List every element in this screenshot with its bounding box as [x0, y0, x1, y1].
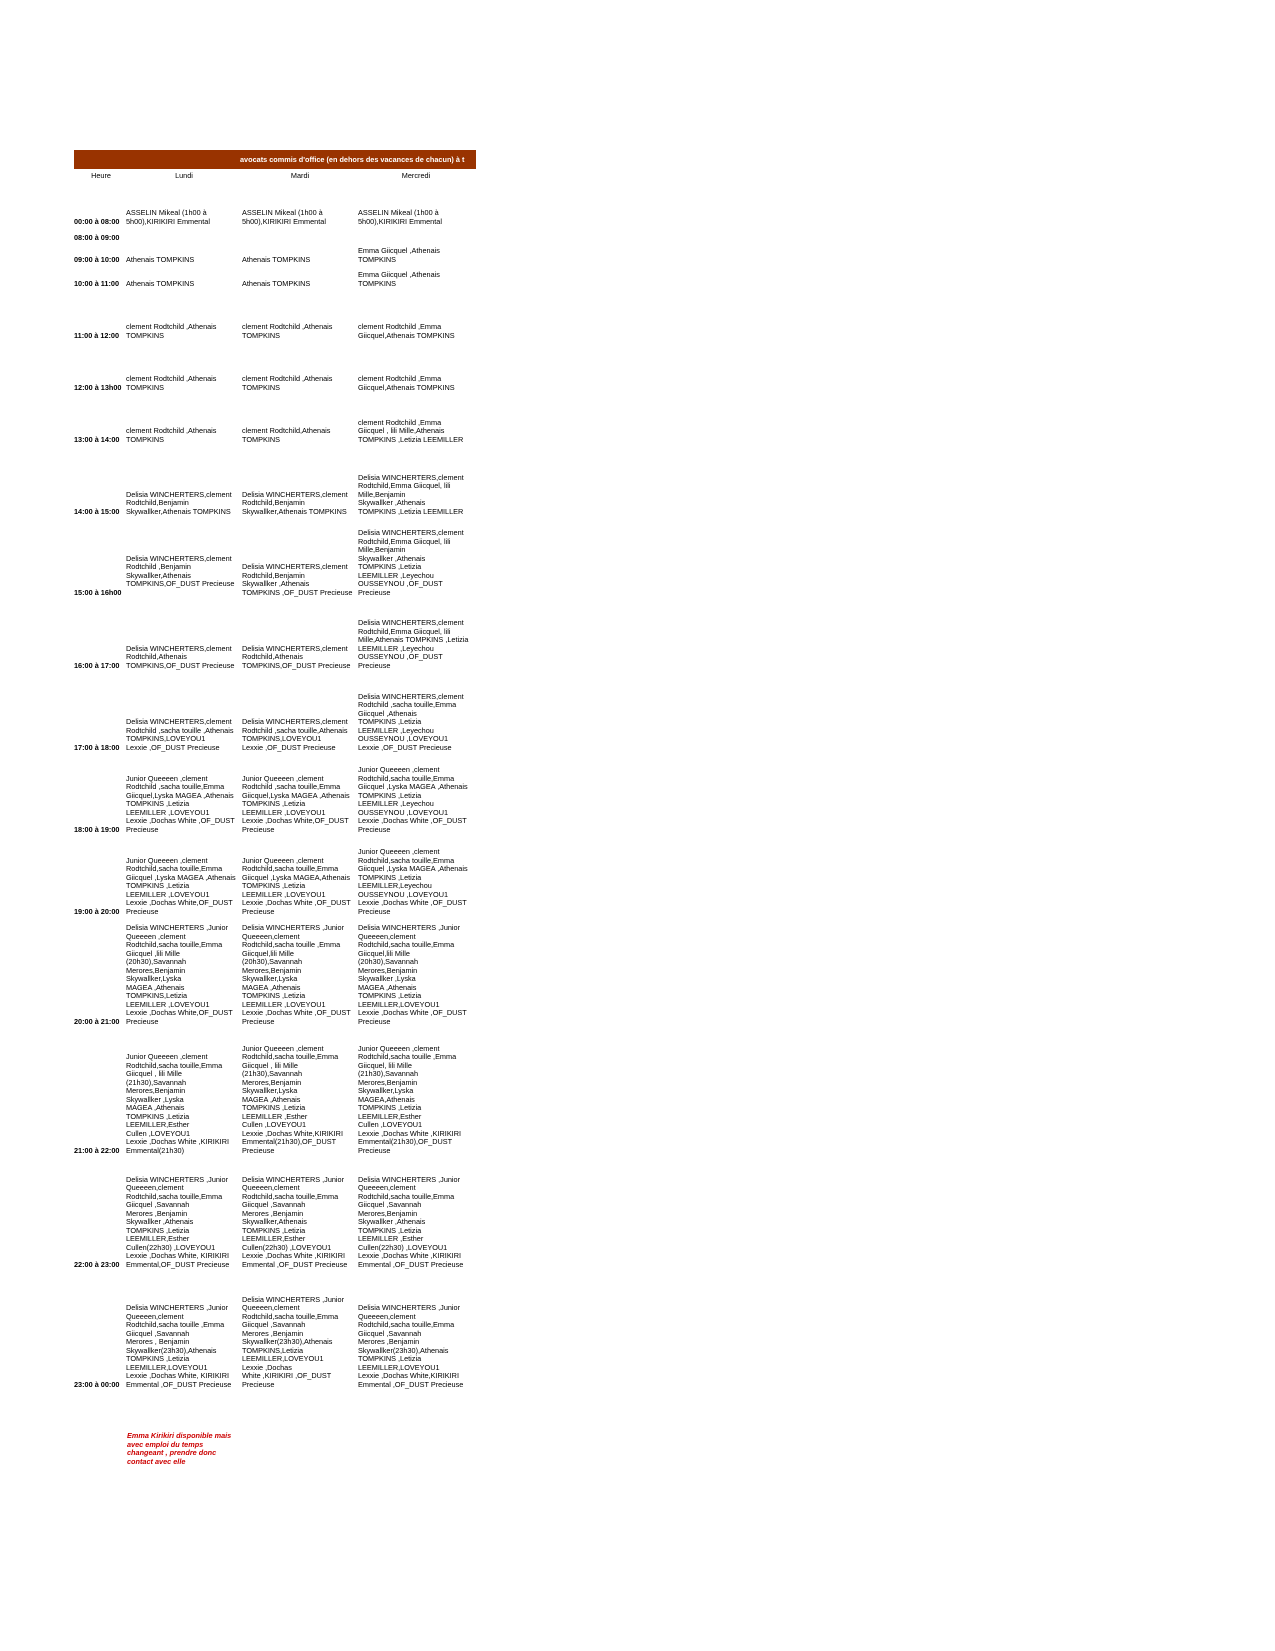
lundi-cell: Athenais TOMPKINS — [126, 254, 195, 264]
schedule-row — [74, 242, 476, 264]
lundi-cell: clement Rodtchild ,Athenais TOMPKINS — [126, 322, 217, 340]
mardi-cell: clement Rodtchild,Athenais TOMPKINS — [242, 426, 331, 444]
mardi-cell: Athenais TOMPKINS — [242, 254, 311, 264]
schedule-row — [74, 516, 476, 597]
lundi-cell: Athenais TOMPKINS — [126, 278, 195, 288]
mardi-cell: Delisia WINCHERTERS ,Junior Queeeen,clement Rodtchild,sacha touille,Emma Giicquel ,Savannah Merores ,Benjamin Skywallker(23h30),Athenais TOMPKINS,Letizia LEEMILLER,LOVEYOU1 Lexxie ,Dochas White ,KIRIKIRI ,OF_DUST Precieuse — [242, 1294, 345, 1389]
schedule-row — [74, 1026, 476, 1155]
time-slot: 08:00 à 09:00 — [74, 233, 120, 242]
schedule-row — [74, 392, 476, 444]
mercredi-cell: Delisia WINCHERTERS,clement Rodtchild,Emma Giicquel, lili Mille,Athenais TOMPKINS ,Letizia LEEMILLER ,Leyechou OUSSEYNOU ,OF_DUST Precieuse — [358, 618, 469, 670]
time-slot: 13:00 à 14:00 — [74, 435, 120, 444]
time-slot: 00:00 à 08:00 — [74, 217, 120, 226]
time-slot: 22:00 à 23:00 — [74, 1260, 120, 1269]
header-lundi: Lundi — [175, 171, 193, 180]
time-slot: 17:00 à 18:00 — [74, 743, 120, 752]
mercredi-cell: ASSELIN Mikeal (1h00 à 5h00),KIRIKIRI Emmental — [358, 208, 442, 226]
lundi-cell: Delisia WINCHERTERS,clement Rodtchild ,sacha touille ,Athenais TOMPKINS,LOVEYOU1 Lexxie ,OF_DUST Precieuse — [126, 717, 234, 752]
mardi-cell: Junior Queeeen ,clement Rodtchild,sacha touille,Emma Giicquel ,Lyska MAGEA,Athenais TOMPKINS ,Letizia LEEMILLER ,LOVEYOU1 Lexxie ,Dochas White ,OF_DUST Precieuse — [242, 855, 351, 916]
schedule-row — [74, 834, 476, 916]
lundi-cell: Delisia WINCHERTERS,clement Rodtchild ,Benjamin Skywallker,Athenais TOMPKINS,OF_DUST Precieuse — [126, 553, 235, 588]
mercredi-cell: clement Rodtchild ,Emma Giicquel , lili Mille,Athenais TOMPKINS ,Letizia LEEMILLER — [358, 417, 464, 444]
mercredi-cell: Delisia WINCHERTERS ,Junior Queeeen,clement Rodtchild,sacha touille,Emma Giicquel ,Savannah Merores ,Benjamin Skywallker(23h30),Athenais TOMPKINS ,Letizia LEEMILLER,LOVEYOU1 Lexxie ,Dochas White,KIRIKIRI Emmental ,OF_DUST Precieuse — [358, 1303, 464, 1389]
mercredi-cell: Emma Giicquel ,Athenais TOMPKINS — [358, 270, 440, 288]
time-slot: 14:00 à 15:00 — [74, 507, 120, 516]
schedule-row — [74, 752, 476, 834]
lundi-cell: Junior Queeeen ,clement Rodtchild,sacha touille,Emma Giicquel , lili Mille (21h30),Savannah Merores,Benjamin Skywallker ,Lyska MAGEA ,Athenais TOMPKINS ,Letizia LEEMILLER,Esther Cullen ,LOVEYOU1 Lexxie ,Dochas White ,KIRIKIRI Emmental(21h30) — [126, 1052, 230, 1155]
mardi-cell: clement Rodtchild ,Athenais TOMPKINS — [242, 374, 333, 392]
schedule-row — [74, 670, 476, 752]
time-slot: 10:00 à 11:00 — [74, 279, 120, 288]
schedule-row — [74, 597, 476, 670]
mardi-cell: ASSELIN Mikeal (1h00 à 5h00),KIRIKIRI Emmental — [242, 208, 326, 226]
mardi-cell: Delisia WINCHERTERS ,Junior Queeeen,clement Rodtchild,sacha touille,Emma Giicquel ,Savannah Merores ,Benjamin Skywallker,Athenais TOMPKINS ,Letizia LEEMILLER,Esther Cullen(22h30) ,LOVEYOU1 Lexxie ,Dochas White ,KIRIKIRI Emmental ,OF_DUST Precieuse — [242, 1174, 348, 1269]
time-slot: 20:00 à 21:00 — [74, 1017, 120, 1026]
mercredi-cell: clement Rodtchild ,Emma Giicquel,Athenais TOMPKINS — [358, 374, 455, 392]
sheet-title: avocats commis d'office (en dehors des vacances de chacun) à t — [240, 155, 465, 164]
schedule-row — [74, 1155, 476, 1269]
schedule-row — [74, 226, 476, 242]
time-slot: 16:00 à 17:00 — [74, 661, 120, 670]
mardi-cell: Delisia WINCHERTERS,clement Rodtchild,Athenais TOMPKINS,OF_DUST Precieuse — [242, 643, 351, 670]
mardi-cell: Delisia WINCHERTERS,clement Rodtchild,Benjamin Skywallker,Athenais TOMPKINS — [242, 489, 348, 516]
mercredi-cell: Junior Queeeen ,clement Rodtchild,sacha touille,Emma Giicquel ,Lyska MAGEA ,Athenais TOMPKINS ,Letizia LEEMILLER ,Leyechou OUSSEYNOU ,LOVEYOU1 Lexxie ,Dochas White ,OF_DUST Precieuse — [358, 765, 468, 834]
lundi-cell: ASSELIN Mikeal (1h00 à 5h00),KIRIKIRI Emmental — [126, 208, 210, 226]
time-slot: 11:00 à 12:00 — [74, 331, 120, 340]
lundi-cell: Junior Queeeen ,clement Rodtchild ,sacha touille,Emma Giicquel,Lyska MAGEA ,Athenais TOMPKINS ,Letizia LEEMILLER ,LOVEYOU1 Lexxie ,Dochas White ,OF_DUST Precieuse — [126, 773, 235, 834]
lundi-cell: Delisia WINCHERTERS ,Junior Queeeen,clement Rodtchild,sacha touille,Emma Giicquel ,Savannah Merores ,Benjamin Skywallker ,Athenais TOMPKINS ,Letizia LEEMILLER,Esther Cullen(22h30) ,LOVEYOU1 Lexxie ,Dochas White, KIRIKIRI Emmental,OF_DUST Precieuse — [126, 1174, 230, 1269]
mardi-cell: Athenais TOMPKINS — [242, 278, 311, 288]
lundi-cell: Delisia WINCHERTERS ,Junior Queeeen ,clement Rodtchild,sacha touille,Emma Giicquel ,lili Mille (20h30),Savannah Merores,Benjamin Skywallker,Lyska MAGEA ,Athenais TOMPKINS,Letizia LEEMILLER ,LOVEYOU1 Lexxie ,Dochas White,OF_DUST Precieuse — [126, 923, 233, 1026]
sheet-title-banner — [74, 150, 476, 169]
time-slot: 09:00 à 10:00 — [74, 255, 120, 264]
mercredi-cell: Delisia WINCHERTERS,clement Rodtchild ,sacha touille,Emma Giicquel ,Athenais TOMPKINS ,Letizia LEEMILLER ,Leyechou OUSSEYNOU ,LOVEYOU1 Lexxie ,OF_DUST Precieuse — [358, 691, 464, 752]
mardi-cell: Junior Queeeen ,clement Rodtchild ,sacha touille,Emma Giicquel,Lyska MAGEA ,Athenais TOMPKINS ,Letizia LEEMILLER ,LOVEYOU1 Lexxie ,Dochas White,OF_DUST Precieuse — [242, 773, 350, 834]
lundi-cell: clement Rodtchild ,Athenais TOMPKINS — [126, 426, 217, 444]
availability-note: Emma Kirikiri disponible mais avec emploi du temps changeant , prendre donc contact avec elle — [127, 1431, 232, 1466]
mercredi-cell: Delisia WINCHERTERS ,Junior Queeeen,clement Rodtchild,sacha touille,Emma Giicquel,lili Mille (20h30),Savannah Merores,Benjamin Skywallker ,Lyska MAGEA ,Athenais TOMPKINS ,Letizia LEEMILLER,LOVEYOU1 Lexxie ,Dochas White ,OF_DUST Precieuse — [358, 923, 467, 1026]
mardi-cell: Delisia WINCHERTERS,clement Rodtchild ,sacha touille,Athenais TOMPKINS,LOVEYOU1 Lexxie ,OF_DUST Precieuse — [242, 717, 348, 752]
mardi-cell: Delisia WINCHERTERS ,Junior Queeeen,clement Rodtchild,sacha touille ,Emma Giicquel,lili Mille (20h30),Savannah Merores,Benjamin Skywallker,Lyska MAGEA ,Athenais TOMPKINS ,Letizia LEEMILLER ,LOVEYOU1 Lexxie ,Dochas White ,OF_DUST Precieuse — [242, 923, 351, 1026]
lundi-cell: clement Rodtchild ,Athenais TOMPKINS — [126, 374, 217, 392]
time-slot: 21:00 à 22:00 — [74, 1146, 120, 1155]
mercredi-cell: Delisia WINCHERTERS,clement Rodtchild,Emma Giicquel, lili Mille,Benjamin Skywallker ,Athenais TOMPKINS ,Letizia LEEMILLER — [358, 472, 464, 516]
time-slot: 15:00 à 16h00 — [74, 588, 122, 597]
header-heure: Heure — [91, 171, 111, 180]
lundi-cell: Junior Queeeen ,clement Rodtchild,sacha touille,Emma Giicquel ,Lyska MAGEA ,Athenais TOMPKINS ,Letizia LEEMILLER ,LOVEYOU1 Lexxie ,Dochas White,OF_DUST Precieuse — [126, 855, 236, 916]
lundi-cell: Delisia WINCHERTERS,clement Rodtchild,Athenais TOMPKINS,OF_DUST Precieuse — [126, 643, 235, 670]
mardi-cell: Junior Queeeen ,clement Rodtchild,sacha touille,Emma Giicquel , lili Mille (21h30),Savannah Merores,Benjamin Skywallker,Lyska MAGEA ,Athenais TOMPKINS ,Letizia LEEMILLER ,Esther Cullen ,LOVEYOU1 Lexxie ,Dochas White,KIRIKIRI Emmental(21h30),OF_DUST Precieuse — [242, 1043, 343, 1155]
lundi-cell: Delisia WINCHERTERS,clement Rodtchild,Benjamin Skywallker,Athenais TOMPKINS — [126, 489, 232, 516]
mardi-cell: Delisia WINCHERTERS,clement Rodtchild,Benjamin Skywallker ,Athenais TOMPKINS ,OF_DUST Precieuse — [242, 562, 353, 597]
header-mardi: Mardi — [290, 171, 310, 180]
time-slot: 19:00 à 20:00 — [74, 907, 120, 916]
mercredi-cell: Delisia WINCHERTERS,clement Rodtchild,Emma Giicquel, lili Mille,Benjamin Skywallker ,Athenais TOMPKINS ,Letizia LEEMILLER ,Leyechou OUSSEYNOU ,OF_DUST Precieuse — [358, 528, 464, 597]
time-slot: 23:00 à 00:00 — [74, 1380, 120, 1389]
mercredi-cell: Delisia WINCHERTERS ,Junior Queeeen,clement Rodtchild,sacha touille,Emma Giicquel ,Savannah Merores,Benjamin Skywallker ,Athenais TOMPKINS ,Letizia LEEMILLER ,Esther Cullen(22h30) ,LOVEYOU1 Lexxie ,Dochas White ,KIRIKIRI Emmental ,OF_DUST Precieuse — [358, 1174, 464, 1269]
schedule-row — [74, 916, 476, 1026]
schedule-row — [74, 288, 476, 340]
lundi-cell: Delisia WINCHERTERS ,Junior Queeeen,clement Rodtchild,sacha touille ,Emma Giicquel ,Savannah Merores , Benjamin Skywallker(23h30),Athenais TOMPKINS ,Letizia LEEMILLER,LOVEYOU1 Lexxie ,Dochas White, KIRIKIRI Emmental ,OF_DUST Precieuse — [126, 1303, 232, 1389]
header-mercredi: Mercredi — [401, 171, 431, 180]
schedule-row — [74, 1269, 476, 1389]
time-slot: 12:00 à 13h00 — [74, 383, 122, 392]
mercredi-cell: Emma Giicquel ,Athenais TOMPKINS — [358, 246, 440, 264]
mardi-cell: clement Rodtchild ,Athenais TOMPKINS — [242, 322, 333, 340]
schedule-row — [74, 190, 476, 226]
mercredi-cell: Junior Queeeen ,clement Rodtchild,sacha touille,Emma Giicquel ,Lyska MAGEA ,Athenais TOMPKINS ,Letizia LEEMILLER,Leyechou OUSSEYNOU ,LOVEYOU1 Lexxie ,Dochas White ,OF_DUST Precieuse — [358, 847, 468, 916]
mercredi-cell: clement Rodtchild ,Emma Giicquel,Athenais TOMPKINS — [358, 322, 455, 340]
time-slot: 18:00 à 19:00 — [74, 825, 120, 834]
schedule-row — [74, 264, 476, 288]
schedule-row — [74, 444, 476, 516]
mercredi-cell: Junior Queeeen ,clement Rodtchild,sacha touille ,Emma Giicquel, lili Mille (21h30),Savannah Merores,Benjamin Skywallker,Lyska MAGEA,Athenais TOMPKINS ,Letizia LEEMILLER,Esther Cullen ,LOVEYOU1 Lexxie ,Dochas White ,KIRIKIRI Emmental(21h30),OF_DUST Precieuse — [358, 1043, 462, 1155]
schedule-row — [74, 340, 476, 392]
